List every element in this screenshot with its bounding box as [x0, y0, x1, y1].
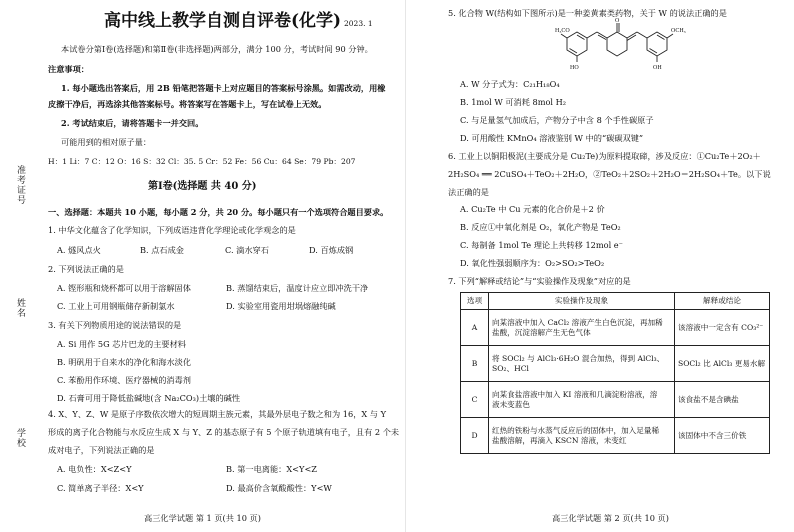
- q5-option-a: A. W 分子式为：C₂₁H₁₈O₄: [460, 79, 560, 89]
- section-heading: 第Ⅰ卷(选择题 共 40 分): [148, 181, 257, 192]
- question-2: 2. 下列说法正确的是: [48, 264, 124, 274]
- q4-option-d: D. 最高价含氧酸酸性：Y<W: [226, 483, 332, 493]
- hydroxyl-left-label: HO: [570, 65, 579, 71]
- operation-line: 盐酸溶解，再滴入 KSCN 溶液，未变红: [492, 435, 627, 445]
- table-cell-conclusion: 该固体中不含三价铁: [675, 418, 770, 454]
- methoxy-left-label: H₃CO: [555, 28, 570, 34]
- question-7-table: [460, 292, 770, 454]
- q4-option-a: A. 电负性：X<Z<Y: [57, 464, 132, 474]
- atoms-heading: 可能用到的相对原子量：: [61, 137, 152, 147]
- table-header-option: 选项: [461, 293, 489, 310]
- operation-line: 盐酸，沉淀溶解产生无色气体: [492, 327, 591, 337]
- table-row: [461, 418, 770, 454]
- table-row: [461, 310, 770, 346]
- left-benzene-ring: [567, 32, 587, 56]
- question-3: 3. 有关下列物质用途的说法错误的是: [48, 320, 182, 330]
- q6-option-d: D. 氧化性强弱顺序为：O₂>SO₂>TeO₂: [460, 258, 605, 268]
- table-row: [461, 382, 770, 418]
- exam-date: 2023. 1: [344, 19, 373, 28]
- operation-line: 液未变蓝色: [492, 399, 530, 409]
- table-header-operation: 实验操作及现象: [489, 293, 675, 310]
- carbonyl-label: O: [615, 18, 620, 24]
- table-cell-conclusion: SOCl₂ 比 AlCl₃ 更易水解: [675, 346, 770, 382]
- q4-option-c: C. 简单离子半径：X<Y: [57, 483, 144, 493]
- central-ring: [607, 32, 627, 56]
- page-footer-left: 高三化学试题 第 1 页(共 10 页): [144, 513, 261, 523]
- table-cell-conclusion: 该食盐不是含碘盐: [675, 382, 770, 418]
- notice-2: 2. 考试结束后，请将答题卡一并交回。: [61, 118, 204, 128]
- q5-option-d: D. 可用酸性 KMnO₄ 溶液鉴别 W 中的“碳碳双键”: [460, 133, 644, 143]
- q5-option-b: B. 1mol W 可消耗 8mol H₂: [460, 97, 567, 107]
- q6-option-c: C. 每制备 1mol Te 理论上共转移 12mol e⁻: [460, 240, 623, 250]
- page-footer-right: 高三化学试题 第 2 页(共 10 页): [552, 513, 669, 523]
- right-benzene-ring: [647, 32, 667, 56]
- operation-line: 红热的铁粉与水蒸气反应后的固体中，加入足量稀: [492, 425, 660, 435]
- molecule-structure-image: [555, 18, 705, 74]
- table-cell-operation: [489, 310, 675, 346]
- question-1: 1. 中华文化蕴含了化学知识，下列成语违背化学理论或化学观念的是: [48, 225, 296, 235]
- question-7: 7. 下列“解释或结论”与“实验操作及现象”对应的是: [448, 276, 631, 286]
- table-row: [461, 346, 770, 382]
- notice-1b: 皮擦干净后，再选涂其他答案标号。将答案写在答题卡上，写在试卷上无效。: [48, 99, 327, 109]
- table-cell-option: D: [461, 418, 489, 454]
- table-header-conclusion: 解释或结论: [675, 293, 770, 310]
- question-4-line3: 成对电子，下列说法正确的是: [48, 445, 155, 455]
- table-cell-option: C: [461, 382, 489, 418]
- q3-option-c: C. 苯酚用作环境、医疗器械的消毒剂: [57, 375, 191, 385]
- page-title: 高中线上教学自测自评卷(化学): [104, 11, 342, 31]
- table-cell-conclusion: 该溶液中一定含有 CO₃²⁻: [675, 310, 770, 346]
- table-cell-operation: [489, 418, 675, 454]
- table-cell-option: A: [461, 310, 489, 346]
- question-4-line1: 4. X、Y、Z、W 是原子序数依次增大的短周期主族元素，其最外层电子数之和为 16，X 与 Y: [48, 409, 387, 419]
- q2-option-b: B. 蒸馏结束后，温度计应立即冲洗干净: [226, 283, 369, 293]
- q2-option-d: D. 实验室用瓷用坩埚熔融纯碱: [226, 301, 336, 311]
- atomic-masses: H：1 Li：7 C：12 O：16 S：32 Cl：35. 5 Cr：52 Fe：56 Cu：64 Se：79 Pb：207: [48, 157, 356, 166]
- question-6-line3: 法正确的是: [448, 187, 489, 197]
- q5-option-c: C. 与足量氢气加成后，产物分子中含 8 个手性碳原子: [460, 115, 654, 125]
- operation-line: 向某溶液中加入 CaCl₂ 溶液产生白色沉淀，再加稀: [492, 317, 663, 327]
- q1-option-b: B. 点石成金: [140, 245, 184, 255]
- q1-option-d: D. 百炼成钢: [309, 245, 354, 255]
- q3-option-d: D. 石膏可用于降低盐碱地(含 Na₂CO₃)土壤的碱性: [57, 393, 241, 403]
- operation-line: 向某食盐溶液中加入 KI 溶液和几滴淀粉溶液，溶: [492, 389, 658, 399]
- question-6-line1: 6. 工业上以铜阳极泥(主要成分是 Cu₂Te)为原料提取碲，涉及反应：①Cu₂Te＋2O₂＋: [448, 151, 761, 161]
- hydroxyl-right-label: OH: [653, 65, 662, 71]
- page-divider: [405, 0, 406, 532]
- table-cell-operation: [489, 346, 675, 382]
- side-label-exam-number: 准考证号: [15, 165, 25, 205]
- notice-1a: 1. 每小题选出答案后，用 2B 铅笔把答题卡上对应题目的答案标号涂黑。如需改动，用橡: [61, 83, 386, 93]
- intro-text: 本试卷分第Ⅰ卷(选择题)和第Ⅱ卷(非选择题)两部分，满分 100 分，考试时间 90 分钟。: [61, 44, 373, 54]
- mc-instructions: 一、选择题：本题共 10 小题，每小题 2 分，共 20 分。每小题只有一个选项符合题目要求。: [48, 207, 389, 217]
- q2-option-c: C. 工业上可用钢瓶储存新制氯水: [57, 301, 175, 311]
- operation-line: 将 SOCl₂ 与 AlCl₃·6H₂O 混合加热，得到 AlCl₃、: [492, 353, 665, 363]
- side-label-school: 学校: [15, 428, 25, 448]
- side-label-name: 姓名: [15, 298, 25, 318]
- table-cell-operation: [489, 382, 675, 418]
- q4-option-b: B. 第一电离能：X<Y<Z: [226, 464, 317, 474]
- q6-option-b: B. 反应①中氧化剂是 O₂，氧化产物是 TeO₂: [460, 222, 621, 232]
- q2-option-a: A. 铿形瓶和烧杯都可以用于溶解固体: [57, 283, 191, 293]
- question-6-line2: 2H₂SO₄ ══ 2CuSO₄＋TeO₂＋2H₂O，②TeO₂＋2SO₂＋2H₂O＝2H₂SO₄＋Te。以下说: [448, 169, 771, 179]
- methoxy-right-label: OCH₃: [671, 28, 686, 34]
- table-cell-option: B: [461, 346, 489, 382]
- operation-line: SO₂、HCl: [492, 363, 529, 373]
- q1-option-c: C. 滴水穿石: [225, 245, 269, 255]
- q6-option-a: A. Cu₂Te 中 Cu 元素的化合价是＋2 价: [460, 204, 605, 214]
- q3-option-b: B. 明矾用于自来水的净化和海水淡化: [57, 357, 192, 367]
- question-5: 5. 化合物 W(结构如下图所示)是一种姜黄素类药物，关于 W 的说法正确的是: [448, 8, 727, 18]
- notice-heading: 注意事项：: [48, 64, 89, 74]
- q3-option-a: A. Si 用作 5G 芯片巴龙的主要材料: [57, 339, 186, 349]
- q1-option-a: A. 燧风点火: [57, 245, 101, 255]
- table-header-row: [461, 293, 770, 310]
- question-4-line2: 形成的离子化合物能与水反应生成 X 与 Y、Z 的基态原子有 5 个原子轨道填有电子，且有 2 个未: [48, 427, 400, 437]
